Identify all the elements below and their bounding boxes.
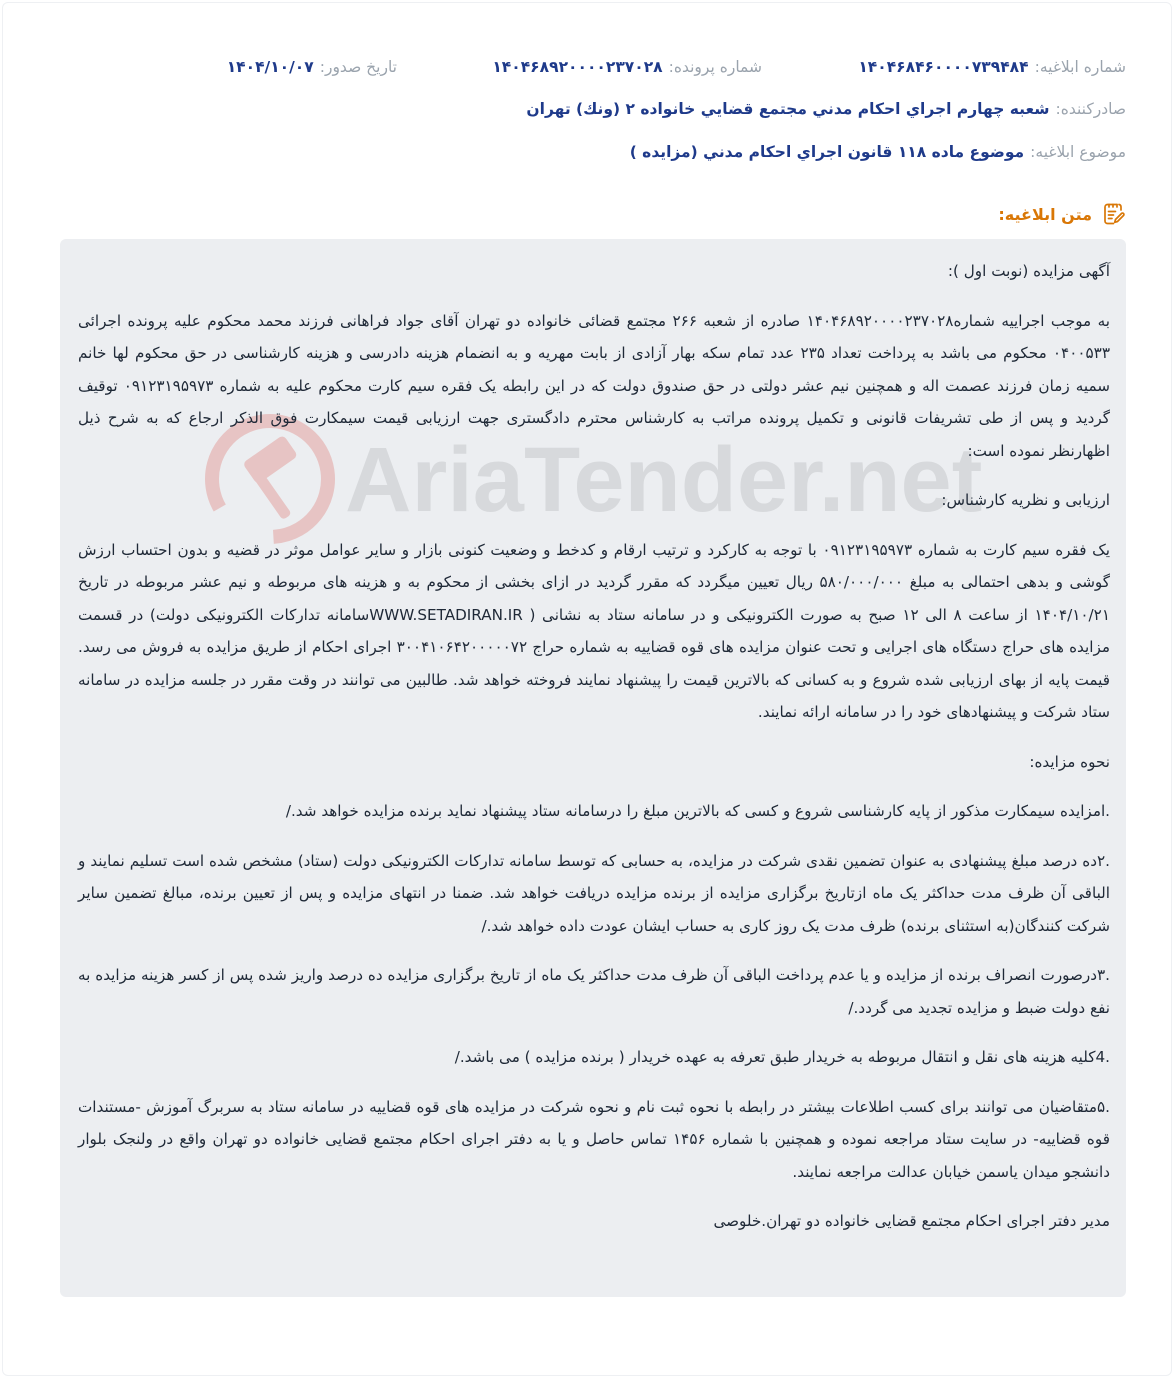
issue-date-label: تاریخ صدور: <box>319 58 397 76</box>
case-number-value: ۱۴۰۴۶۸۹۲۰۰۰۰۲۳۷۰۲۸ <box>492 58 663 76</box>
watermark-text: AriaTender.net <box>345 429 983 531</box>
auction-method-heading: نحوه مزایده: <box>1029 752 1110 771</box>
issue-date <box>227 58 397 76</box>
issue-date-value: ۱۴۰۴/۱۰/۰۷ <box>226 58 314 76</box>
notice-body-text <box>78 255 1110 1255</box>
subject-label: موضوع ابلاغیه: <box>1030 143 1126 161</box>
auction-rule-1: .امزایده سیمکارت مذکور از پایه کارشناسی شروع و کسی که بالاترین مبلغ را درسامانه ستاد پیشنهاد نماید برنده مزایده خواهد شد./ <box>285 802 1110 820</box>
paragraph-execution: به موجب اجراییه شماره۱۴۰۴۶۸۹۲۰۰۰۰۲۳۷۰۲۸ صادره از شعبه ۲۶۶ مجتمع قضائی خانواده دو تهران آقای جواد فراهانی فرزند محمد محکوم علیه پرونده اجرائی ۰۴۰۰۵۳۳ محکوم می باشد به پرداخت تعداد ۲۳۵ عدد تمام سکه بهار آزادی از بابت مهریه و به انضمام هزینه دادرسی و هزینه کارشناسی در حق محکوم لها خانم سمیه زمان فرزند عصمت اله و همچنین نیم عشر دولتی در حق صندوق دولت که در این رابطه یک فقره سیم کارت محکوم علیه به شماره ۰۹۱۲۳۱۹۵۹۷۳ توقیف گردید و پس از طی تشریفات قانونی و تکمیل پرونده مراتب به کارشناس محترم دادگستری جهت ارزیابی قیمت سیمکارت فوق الذکر ارجاع که به شرح ذیل اظهارنظر نموده است: <box>78 311 1110 460</box>
auction-rule-4: .4کلیه هزینه های نقل و انتقال مربوطه به خریدار طبق تعرفه به عهده خریدار ( برنده مزایده ) می باشد./ <box>454 1048 1110 1066</box>
paragraph-expert-opinion: یک فقره سیم کارت به شماره ۰۹۱۲۳۱۹۵۹۷۳ با توجه به کارکرد و ترتیب ارقام و کدخط و وضعیت کنونی بازار و سایر عوامل موثر در قضیه و بدون احتساب ارزش گوشی و بدهی احتمالی به مبلغ ۵۸۰/۰۰۰/۰۰۰ ریال تعیین میگردد که مقرر گردید در ازای بخشی از محکوم به و هزینه های مربوطه و نیم عشر مربوطه در تاریخ ۱۴۰۴/۱۰/۲۱ از ساعت ۸ الی ۱۲ صبح به صورت الکترونیکی و در سامانه ستاد به نشانی ( WWW.SETADIRAN.IRسامانه تدارکات الکترونیکی دولت) در قسمت مزایده های حراج دستگاه های اجرایی و تحت عنوان مزایده های قوه قضاییه به شماره حراج ۳۰۰۴۱۰۶۴۲۰۰۰۰۰۷۲ اجرای احکام از طریق مزایده به فروش می رسد. قیمت پایه از بهای ارزیابی شده شروع و به کسانی که بالاترین قیمت را پیشنهاد نمایند فروخته خواهد شد. طالبین می توانند در وقت مقرر در جلسه مزایده در سامانه ستاد شرکت و پیشنهادهای خود را در سامانه ارائه نمایند. <box>78 540 1110 721</box>
notice-body-title-text: متن ابلاغیه: <box>998 204 1092 224</box>
document-edit-icon <box>1100 201 1126 227</box>
case-number-label: شماره پرونده: <box>668 58 762 76</box>
signature-line: مدیر دفتر اجرای احکام مجتمع قضایی خانواده دو تهران.خلوصی <box>713 1212 1110 1230</box>
notice-body-box <box>60 239 1126 1297</box>
expert-heading: ارزیابی و نظریه کارشناس: <box>941 491 1110 509</box>
notice-number-label: شماره ابلاغیه: <box>1034 58 1126 76</box>
notice-number <box>858 58 1126 76</box>
meta-row-subject <box>48 143 1126 161</box>
issuer-value: شعبه چهارم اجراي احكام مدني مجتمع قضايي خانواده ۲ (ونك) تهران <box>526 100 1050 118</box>
auction-rule-3: .۳درصورت انصراف برنده از مزایده و یا عدم پرداخت الباقی آن ظرف مدت حداکثر یک ماه از تاریخ برگزاری مزایده ده درصد واریز شده پس از کسر هزینه مزایده به نفع دولت ضبط و مزایده تجدید می گردد./ <box>78 966 1110 1017</box>
notice-body-title <box>998 201 1126 227</box>
ad-heading: آگهی مزایده (نوبت اول ): <box>947 262 1110 280</box>
case-number <box>492 58 762 76</box>
meta-row-issuer <box>48 100 1126 118</box>
auction-rule-5: .۵متقاضیان می توانند برای کسب اطلاعات بیشتر در رابطه با نحوه ثبت نام و نحوه شرکت در مزایده های قوه قضاییه در سامانه ستاد به سربرگ آموزش -مستندات قوه قضاییه- در سایت ستاد مراجعه نموده و همچنین با شماره ۱۴۵۶ تماس حاصل و یا به دفتر اجرای احکام مجتمع قضایی خانواده دو تهران واقع در ولنجک بلوار دانشجو میدان یاسمن خیابان عدالت مراجعه نمایند. <box>78 1097 1110 1181</box>
auction-rule-2: .۲ده درصد مبلغ پیشنهادی به عنوان تضمین نقدی شرکت در مزایده، به حسابی که توسط سامانه تدارکات الکترونیکی دولت (ستاد) مشخص شده است تسلیم نمایند و الباقی آن ظرف مدت حداکثر یک ماه ازتاریخ برگزاری مزایده از برنده مزایده دریافت خواهد شد. ضمنا در انتهای مزایده و پس از تعیین برنده، مبالغ تضمین سایر شرکت کنندگان(به استثنای برنده) ظرف مدت یک روز کاری به حساب ایشان عودت داده خواهد شد./ <box>78 851 1110 935</box>
issuer-label: صادرکننده: <box>1055 100 1126 118</box>
notice-number-value: ۱۴۰۴۶۸۴۶۰۰۰۰۷۳۹۴۸۴ <box>858 58 1029 76</box>
meta-row-numbers <box>48 58 1126 76</box>
subject-value: موضوع ماده ۱۱۸ قانون اجراي احكام مدني (مزايده ) <box>629 143 1025 161</box>
